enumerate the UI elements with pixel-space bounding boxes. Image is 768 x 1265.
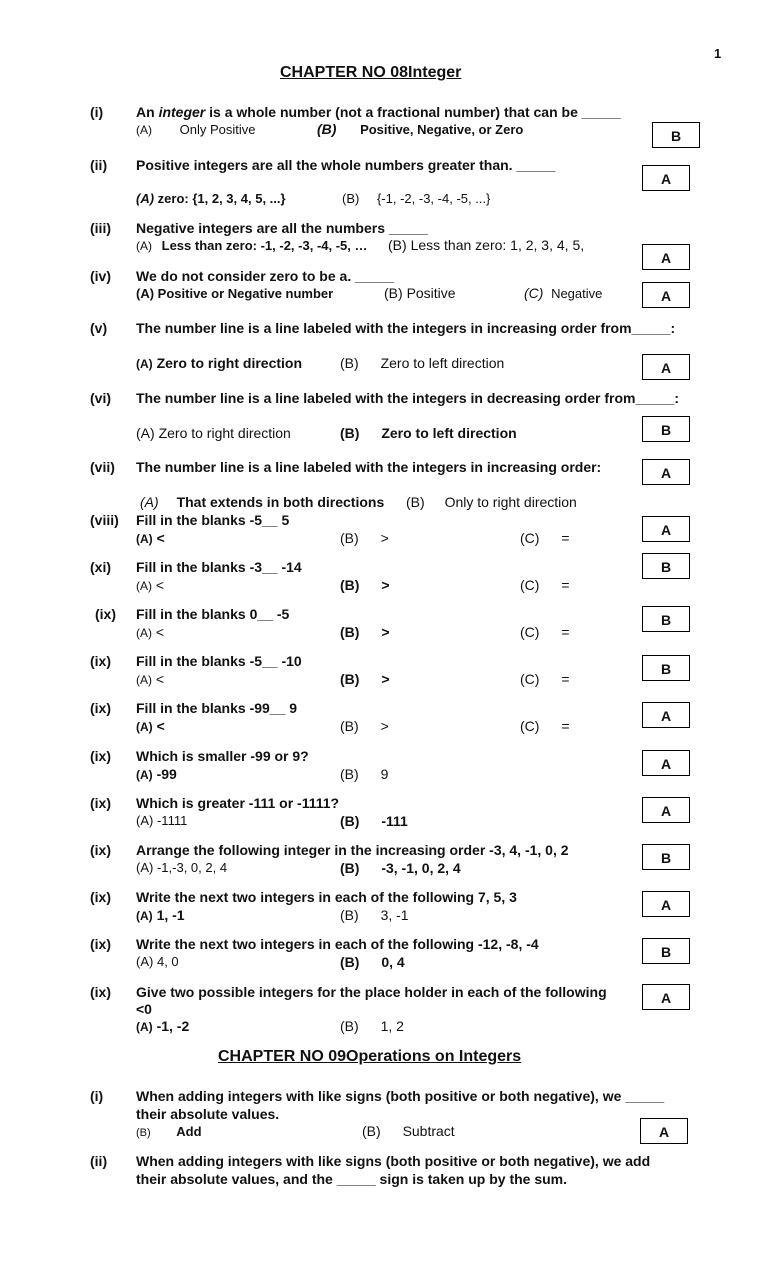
option-label: (A) xyxy=(136,425,155,441)
answer-box: A xyxy=(640,1118,688,1144)
option-a xyxy=(136,238,368,253)
question-text: Fill in the blanks -5__ 5 xyxy=(136,512,290,528)
option-label: (A) xyxy=(136,626,152,640)
option-text: {-1, -2, -3, -4, -5, ...} xyxy=(376,191,491,206)
question-number: (i) xyxy=(90,104,104,120)
question-text: Which is greater -111 or -1111? xyxy=(136,795,340,811)
option-b xyxy=(384,285,456,301)
option-label: (A) xyxy=(136,579,152,593)
answer-box: A xyxy=(642,750,690,776)
question-number: (ix) xyxy=(90,748,111,764)
option-b xyxy=(340,530,389,546)
option-a xyxy=(136,1124,202,1139)
question-text: When adding integers with like signs (both positive or both negative), we add xyxy=(136,1153,651,1169)
question-number: (ix) xyxy=(90,889,111,905)
option-label: (B) xyxy=(340,718,359,734)
option-text: Zero to right direction xyxy=(156,355,303,371)
option-text: zero: {1, 2, 3, 4, 5, ...} xyxy=(157,191,286,206)
question-text: Fill in the blanks -99__ 9 xyxy=(136,700,298,716)
option-label: (C) xyxy=(520,624,540,640)
option-b xyxy=(340,860,461,876)
option-label: (C) xyxy=(524,285,544,301)
option-text: Positive xyxy=(406,285,456,301)
answer-box: A xyxy=(642,459,690,485)
option-label: (A) xyxy=(136,909,153,923)
answer-box: A xyxy=(642,702,690,728)
option-b xyxy=(340,624,390,640)
option-text: -1111 xyxy=(156,813,188,828)
option-a xyxy=(136,907,185,923)
option-b xyxy=(406,494,577,510)
question-text: The number line is a line labeled with the integers in increasing order from_____: xyxy=(136,320,676,336)
option-a xyxy=(136,860,227,875)
option-text: 0, 4 xyxy=(381,954,405,970)
option-label: (B) xyxy=(340,624,360,640)
question-text: The number line is a line labeled with the integers in decreasing order from_____: xyxy=(136,390,680,406)
option-c xyxy=(524,285,602,301)
option-a xyxy=(136,1018,189,1034)
option-text: < xyxy=(155,624,165,640)
option-text: Positive, Negative, or Zero xyxy=(360,122,524,137)
option-text: > xyxy=(381,577,390,593)
question-number: (iv) xyxy=(90,268,111,284)
option-label: (A) xyxy=(136,532,153,546)
option-text: 9 xyxy=(380,766,389,782)
option-text: = xyxy=(561,577,570,593)
option-text: Zero to right direction xyxy=(158,425,291,441)
question-number: (viii) xyxy=(90,512,119,528)
question-text: Arrange the following integer in the increasing order -3, 4, -1, 0, 2 xyxy=(136,842,569,858)
option-label: (A) xyxy=(136,1020,153,1034)
option-label: (B) xyxy=(317,121,337,137)
option-label: (B) xyxy=(362,1123,381,1139)
option-text: Negative xyxy=(551,286,603,301)
option-b xyxy=(340,355,504,371)
option-label: (B) xyxy=(340,860,360,876)
option-label: (B) xyxy=(340,671,360,687)
question-text-emphasis: integer xyxy=(158,104,206,120)
answer-box: A xyxy=(642,165,690,191)
answer-box: B xyxy=(642,416,690,442)
option-label: (B) xyxy=(388,237,407,253)
option-text: Less than zero: -1, -2, -3, -4, -5, … xyxy=(161,238,368,253)
answer-box: A xyxy=(642,984,690,1010)
option-text: -99 xyxy=(156,766,177,782)
option-b xyxy=(362,1123,455,1139)
question-number: (v) xyxy=(90,320,108,336)
option-label: (A) xyxy=(136,768,153,782)
option-text: 1, 2 xyxy=(380,1018,404,1034)
option-text: > xyxy=(380,530,389,546)
option-text: Less than zero: 1, 2, 3, 4, 5, xyxy=(410,237,585,253)
option-b xyxy=(340,766,388,782)
question-number: (ix) xyxy=(95,606,116,622)
option-label: (B) xyxy=(340,355,359,371)
option-text: -111 xyxy=(381,813,408,829)
question-number: (iii) xyxy=(90,220,111,236)
question-number: (ix) xyxy=(90,936,111,952)
option-c xyxy=(520,671,570,687)
question-number: (ix) xyxy=(90,984,111,1000)
option-b xyxy=(340,1018,404,1034)
option-text: > xyxy=(380,718,389,734)
option-c xyxy=(520,577,570,593)
option-text: Zero to left direction xyxy=(380,355,505,371)
question-number: (ix) xyxy=(90,842,111,858)
question-number: (vi) xyxy=(90,390,111,406)
option-c xyxy=(520,530,570,546)
option-text: 3, -1 xyxy=(380,907,409,923)
option-b xyxy=(340,577,390,593)
option-text: Subtract xyxy=(402,1123,455,1139)
option-label: (A) xyxy=(136,123,152,137)
question-text-part: An xyxy=(136,104,159,120)
answer-box: B xyxy=(642,606,690,632)
option-text: Only to right direction xyxy=(444,494,577,510)
option-a xyxy=(136,191,286,206)
option-label: (A) xyxy=(136,673,152,687)
option-a xyxy=(140,494,384,510)
answer-box: A xyxy=(642,354,690,380)
option-text: Zero to left direction xyxy=(381,425,517,441)
option-b xyxy=(340,813,408,829)
question-text: Fill in the blanks -5__ -10 xyxy=(136,653,302,669)
answer-box: B xyxy=(642,553,690,579)
question-text: The number line is a line labeled with the integers in increasing order: xyxy=(136,459,602,475)
option-b xyxy=(388,237,584,253)
option-text: = xyxy=(561,624,570,640)
question-text-line-2: <0 xyxy=(136,1001,152,1017)
option-b xyxy=(340,718,389,734)
option-label: (C) xyxy=(520,718,540,734)
question-text-part: is a whole number (not a fractional number) that can be _____ xyxy=(205,104,621,120)
option-label: (A) xyxy=(136,286,155,301)
option-text: = xyxy=(561,671,570,687)
option-b xyxy=(340,907,409,923)
option-label: (C) xyxy=(520,577,540,593)
option-a xyxy=(136,813,187,828)
answer-box: A xyxy=(642,516,690,542)
option-label: (A) xyxy=(140,494,159,510)
option-label: (A) xyxy=(136,813,154,828)
option-text: > xyxy=(381,671,390,687)
option-a xyxy=(136,718,165,734)
question-text: Fill in the blanks 0__ -5 xyxy=(136,606,290,622)
option-label: (B) xyxy=(340,813,360,829)
option-c xyxy=(520,624,570,640)
option-label: (C) xyxy=(520,530,540,546)
answer-box: A xyxy=(642,244,690,270)
answer-box: A xyxy=(642,891,690,917)
option-text: < xyxy=(156,530,165,546)
question-number: (ii) xyxy=(90,157,108,173)
option-label: (B) xyxy=(342,191,360,206)
option-a xyxy=(136,425,291,441)
option-b xyxy=(317,121,523,137)
option-text: < xyxy=(155,577,165,593)
question-number: (ix) xyxy=(90,795,111,811)
option-text: Only Positive xyxy=(179,122,256,137)
option-label: (A) xyxy=(136,239,152,253)
option-a xyxy=(136,530,165,546)
option-label: (B) xyxy=(340,1018,359,1034)
question-number: (vii) xyxy=(90,459,115,475)
option-text: That extends in both directions xyxy=(176,494,385,510)
question-text: We do not consider zero to be a. _____ xyxy=(136,268,395,284)
option-label: (B) xyxy=(340,954,360,970)
option-text: 1, -1 xyxy=(156,907,185,923)
option-label: (B) xyxy=(384,285,403,301)
option-a xyxy=(136,766,177,782)
question-text xyxy=(136,104,621,120)
page-number: 1 xyxy=(714,46,722,61)
question-text: Write the next two integers in each of the following 7, 5, 3 xyxy=(136,889,517,905)
option-a xyxy=(136,122,256,137)
option-text: < xyxy=(155,671,165,687)
question-text: Positive integers are all the whole numbers greater than. _____ xyxy=(136,157,556,173)
answer-box: A xyxy=(642,797,690,823)
question-number: (i) xyxy=(90,1088,104,1104)
question-text: Give two possible integers for the place holder in each of the following xyxy=(136,984,607,1000)
option-label: (B) xyxy=(340,766,359,782)
option-text: = xyxy=(561,718,570,734)
question-text-line-2: their absolute values, and the _____ sign is taken up by the sum. xyxy=(136,1171,568,1187)
option-a xyxy=(136,286,333,301)
question-number: (ix) xyxy=(90,653,111,669)
question-text: Write the next two integers in each of the following -12, -8, -4 xyxy=(136,936,539,952)
question-text: Which is smaller -99 or 9? xyxy=(136,748,309,764)
answer-box: A xyxy=(642,282,690,308)
question-text: Fill in the blanks -3__ -14 xyxy=(136,559,302,575)
question-number: (ix) xyxy=(90,700,111,716)
question-number: (xi) xyxy=(90,559,111,575)
option-label: (A) xyxy=(136,954,154,969)
chapter-9-title: CHAPTER NO 09Operations on Integers xyxy=(218,1048,522,1065)
answer-box: B xyxy=(642,655,690,681)
option-b xyxy=(340,954,405,970)
option-text: -1,-3, 0, 2, 4 xyxy=(156,860,228,875)
option-text: -3, -1, 0, 2, 4 xyxy=(381,860,461,876)
option-label: (C) xyxy=(520,671,540,687)
option-label: (B) xyxy=(340,907,359,923)
option-a xyxy=(136,954,179,969)
option-b xyxy=(340,671,390,687)
option-label: (B) xyxy=(406,494,425,510)
option-label: (B) xyxy=(136,1127,151,1139)
answer-box: B xyxy=(642,844,690,870)
question-number: (ii) xyxy=(90,1153,108,1169)
option-a xyxy=(136,577,164,593)
option-a xyxy=(136,355,302,371)
option-text: Add xyxy=(176,1124,202,1139)
question-text-line-2: their absolute values. xyxy=(136,1106,280,1122)
option-label: (A) xyxy=(136,860,154,875)
chapter-8-title: CHAPTER NO 08Integer xyxy=(280,64,462,81)
option-label: (A) xyxy=(136,357,153,371)
option-label: (B) xyxy=(340,425,360,441)
option-label: (B) xyxy=(340,530,359,546)
option-b xyxy=(342,191,490,206)
option-b xyxy=(340,425,517,441)
answer-box: B xyxy=(642,938,690,964)
option-c xyxy=(520,718,570,734)
option-text: Positive or Negative number xyxy=(157,286,334,301)
option-text: 4, 0 xyxy=(156,954,179,969)
question-text: When adding integers with like signs (both positive or both negative), we _____ xyxy=(136,1088,665,1104)
option-text: -1, -2 xyxy=(156,1018,190,1034)
option-text: = xyxy=(561,530,570,546)
option-label: (A) xyxy=(136,720,153,734)
option-label: (B) xyxy=(340,577,360,593)
option-a xyxy=(136,671,164,687)
option-label: (A) xyxy=(136,191,155,206)
option-text: < xyxy=(156,718,165,734)
answer-box: B xyxy=(652,122,700,148)
option-a xyxy=(136,624,164,640)
option-text: > xyxy=(381,624,390,640)
question-text: Negative integers are all the numbers _____ xyxy=(136,220,428,236)
